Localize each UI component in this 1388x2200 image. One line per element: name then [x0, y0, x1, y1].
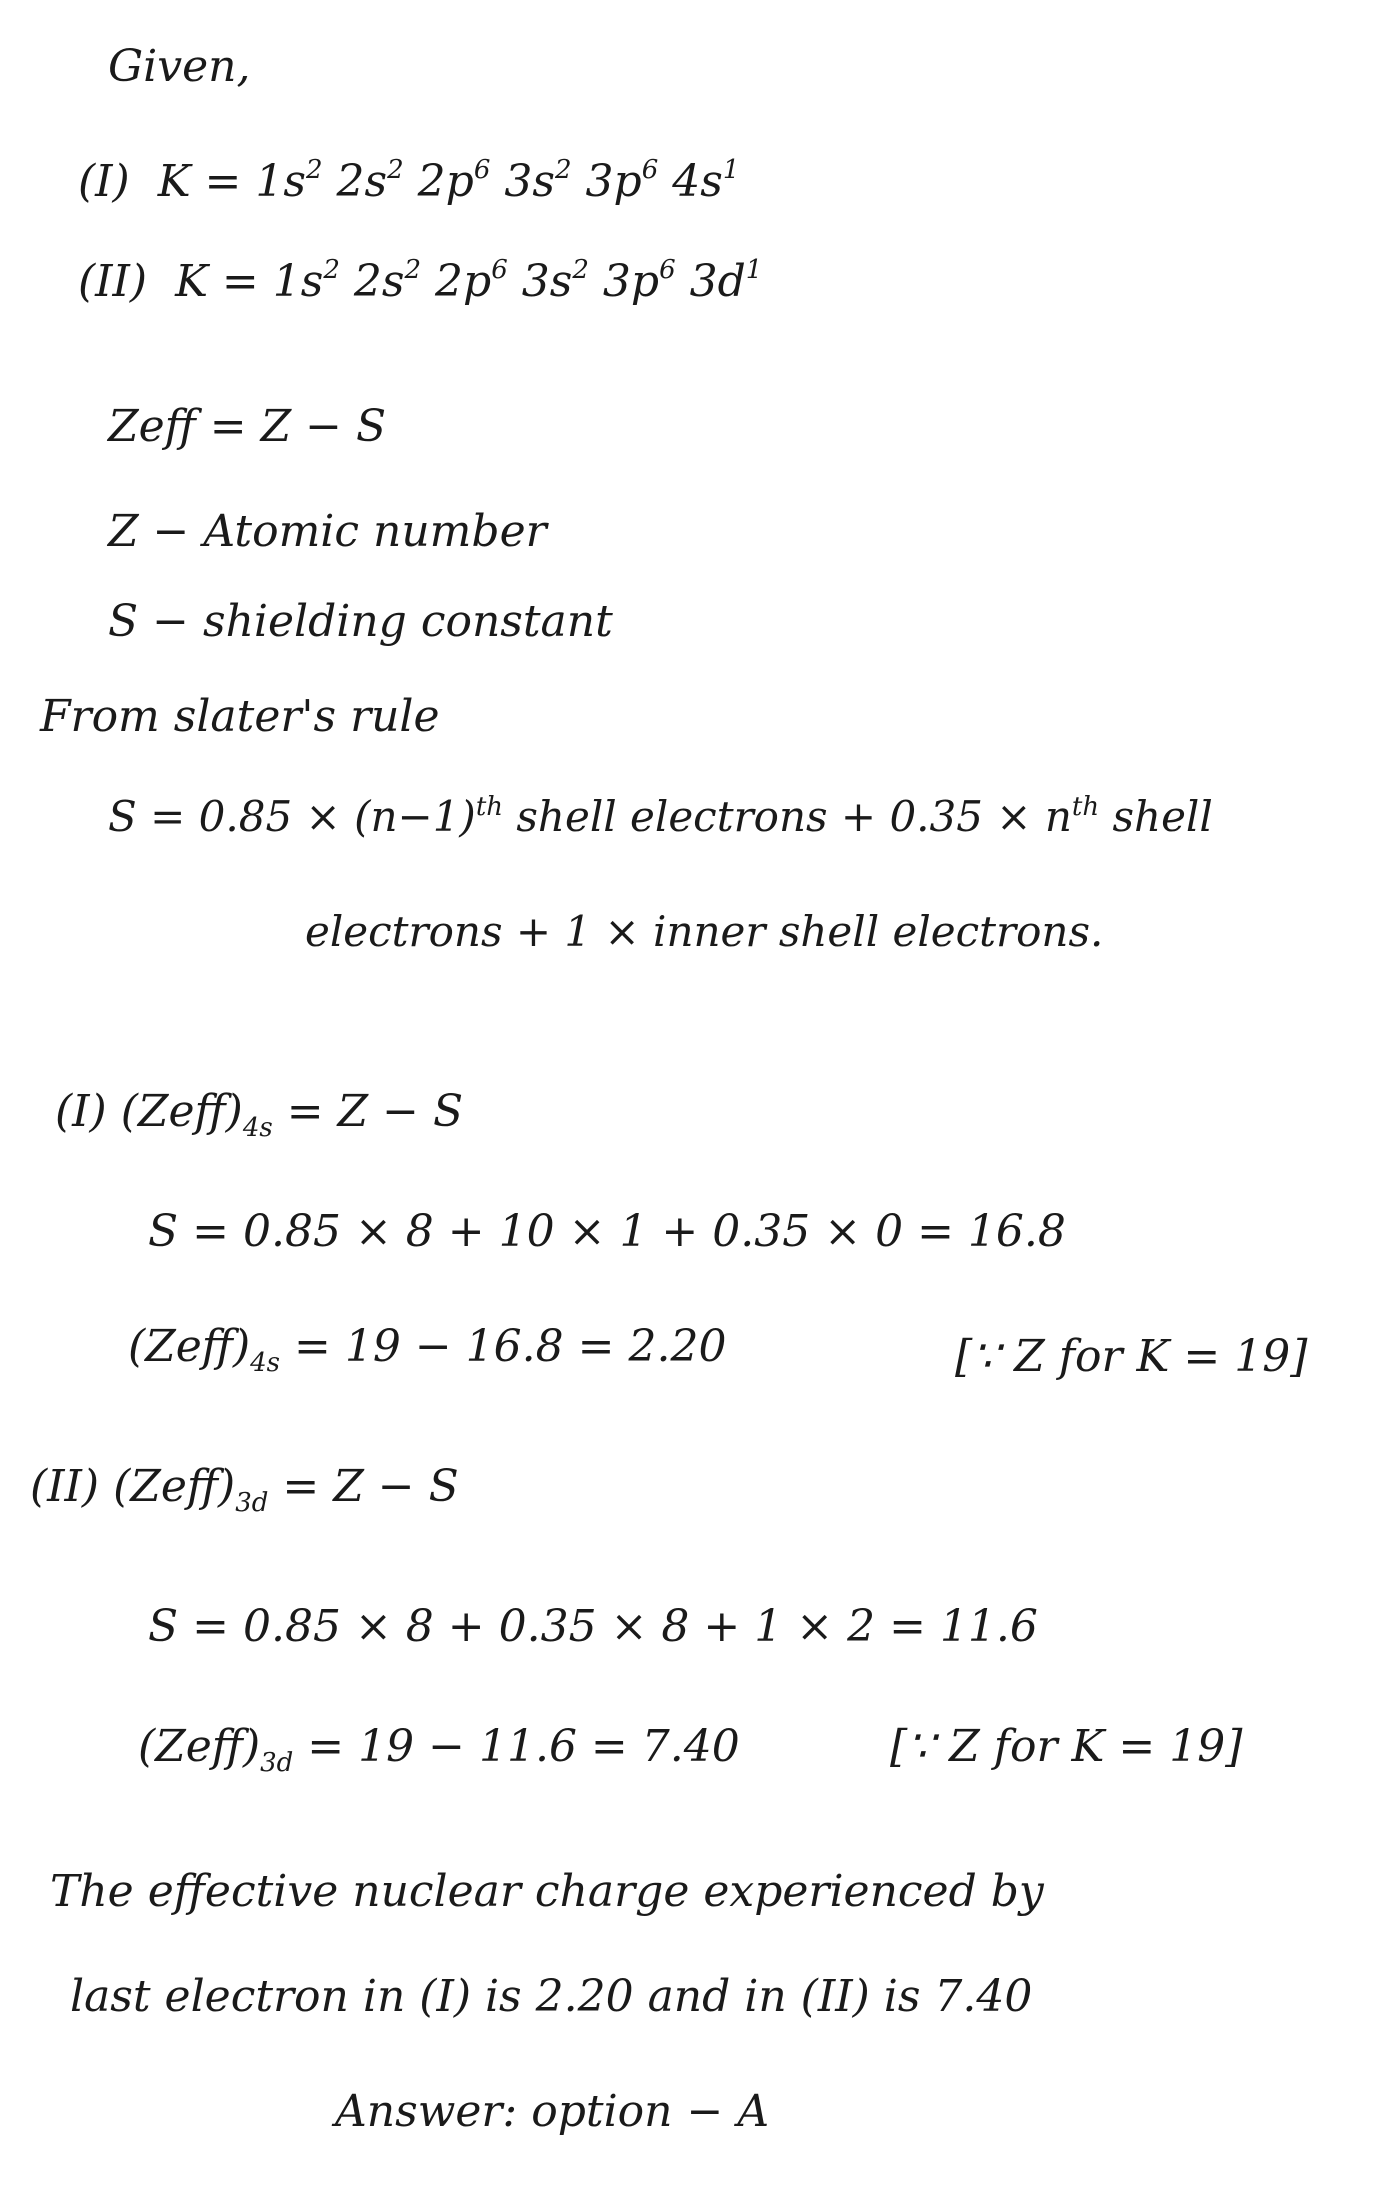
part-two-zeff-label: (Zeff) [138, 1721, 261, 1772]
part-two-note: [∵ Z for K = 19] [890, 1721, 1243, 1772]
config-two-prefix: K = [175, 256, 273, 307]
orbital-base: 1s [255, 156, 306, 207]
part-one-zeff-value: = 19 − 16.8 = 2.20 [280, 1321, 727, 1372]
part-two-zeff-result [138, 1720, 740, 1778]
orbital-term [273, 256, 340, 307]
orbital-term [435, 256, 508, 307]
rule-part-2: shell electrons + 0.35 × n [503, 792, 1072, 841]
orbital-term [522, 256, 589, 307]
part-one-rest: = Z − S [272, 1086, 464, 1137]
orbital-term [690, 256, 763, 307]
orbital-term [672, 156, 739, 207]
orbital-electron-count: 2 [554, 155, 572, 185]
orbital-term [354, 256, 421, 307]
part-one-label: (I) (Zeff) [55, 1086, 243, 1137]
definition-z: Z − Atomic number [108, 506, 547, 557]
orbital-term [603, 256, 676, 307]
orbital-electron-count: 2 [572, 255, 589, 285]
orbital-base: 1s [272, 256, 324, 307]
orbital-term [586, 156, 659, 207]
part-two-subscript: 3d [235, 1488, 269, 1518]
config-one-prefix: K = [157, 156, 256, 207]
part-two-heading [30, 1460, 459, 1518]
orbital-base: 3p [602, 256, 660, 307]
orbital-electron-count: 1 [722, 155, 740, 185]
slater-intro: From slater's rule [40, 691, 440, 742]
rule-part-1: S = 0.85 × (n−1) [108, 792, 476, 841]
slater-rule-line-2: electrons + 1 × inner shell electrons. [305, 907, 1104, 956]
part-one-zeff-label: (Zeff) [128, 1321, 251, 1372]
given-heading: Given, [108, 41, 251, 92]
orbital-base: 3s [504, 156, 555, 207]
configuration-two [78, 255, 762, 309]
orbital-base: 4s [672, 156, 723, 207]
part-one-zeff-subscript: 4s [250, 1348, 281, 1378]
slater-rule-line-1 [108, 790, 1213, 844]
final-answer: Answer: option − A [335, 2086, 770, 2137]
orbital-electron-count: 6 [473, 155, 491, 185]
orbital-term [255, 156, 322, 207]
config-one-terms [255, 156, 739, 207]
orbital-base: 2s [336, 156, 388, 207]
definition-s: S − shielding constant [108, 596, 613, 647]
orbital-base: 2p [417, 156, 474, 207]
config-two-label: (II) [78, 256, 148, 307]
orbital-electron-count: 2 [387, 155, 404, 185]
config-one-label: (I) [78, 156, 130, 207]
conclusion-line-2: last electron in (I) is 2.20 and in (II) is 7.40 [70, 1971, 1033, 2022]
zeff-formula: Zeff = Z − S [108, 401, 387, 452]
orbital-term [418, 156, 491, 207]
orbital-base: 2s [353, 256, 405, 307]
orbital-term [504, 156, 571, 207]
orbital-electron-count: 6 [641, 155, 659, 185]
orbital-base: 2p [435, 256, 492, 307]
orbital-electron-count: 2 [323, 255, 340, 285]
conclusion-line-1: The effective nuclear charge experienced by [50, 1866, 1044, 1917]
part-two-label: (II) (Zeff) [30, 1461, 236, 1512]
configuration-one [78, 155, 739, 209]
part-one-zeff-result [128, 1320, 727, 1378]
orbital-base: 3p [585, 156, 642, 207]
part-one-subscript: 4s [242, 1113, 273, 1143]
orbital-electron-count: 2 [404, 255, 422, 285]
orbital-base: 3s [521, 256, 573, 307]
part-two-rest: = Z − S [268, 1461, 459, 1512]
rule-part-3: shell [1099, 792, 1213, 841]
orbital-electron-count: 6 [491, 255, 508, 285]
rule-th-1: th [475, 792, 504, 822]
rule-th-2: th [1071, 792, 1100, 822]
part-two-zeff-value: = 19 − 11.6 = 7.40 [293, 1721, 740, 1772]
part-two-zeff-subscript: 3d [260, 1748, 294, 1778]
orbital-electron-count: 6 [659, 255, 676, 285]
part-one-s-calculation: S = 0.85 × 8 + 10 × 1 + 0.35 × 0 = 16.8 [148, 1206, 1066, 1257]
orbital-electron-count: 2 [306, 155, 323, 185]
orbital-electron-count: 1 [745, 255, 763, 285]
config-two-terms [273, 256, 763, 307]
orbital-term [337, 156, 404, 207]
part-one-heading [55, 1085, 464, 1143]
part-two-s-calculation: S = 0.85 × 8 + 0.35 × 8 + 1 × 2 = 11.6 [148, 1601, 1038, 1652]
orbital-base: 3d [689, 256, 746, 307]
part-one-note: [∵ Z for K = 19] [955, 1331, 1308, 1382]
